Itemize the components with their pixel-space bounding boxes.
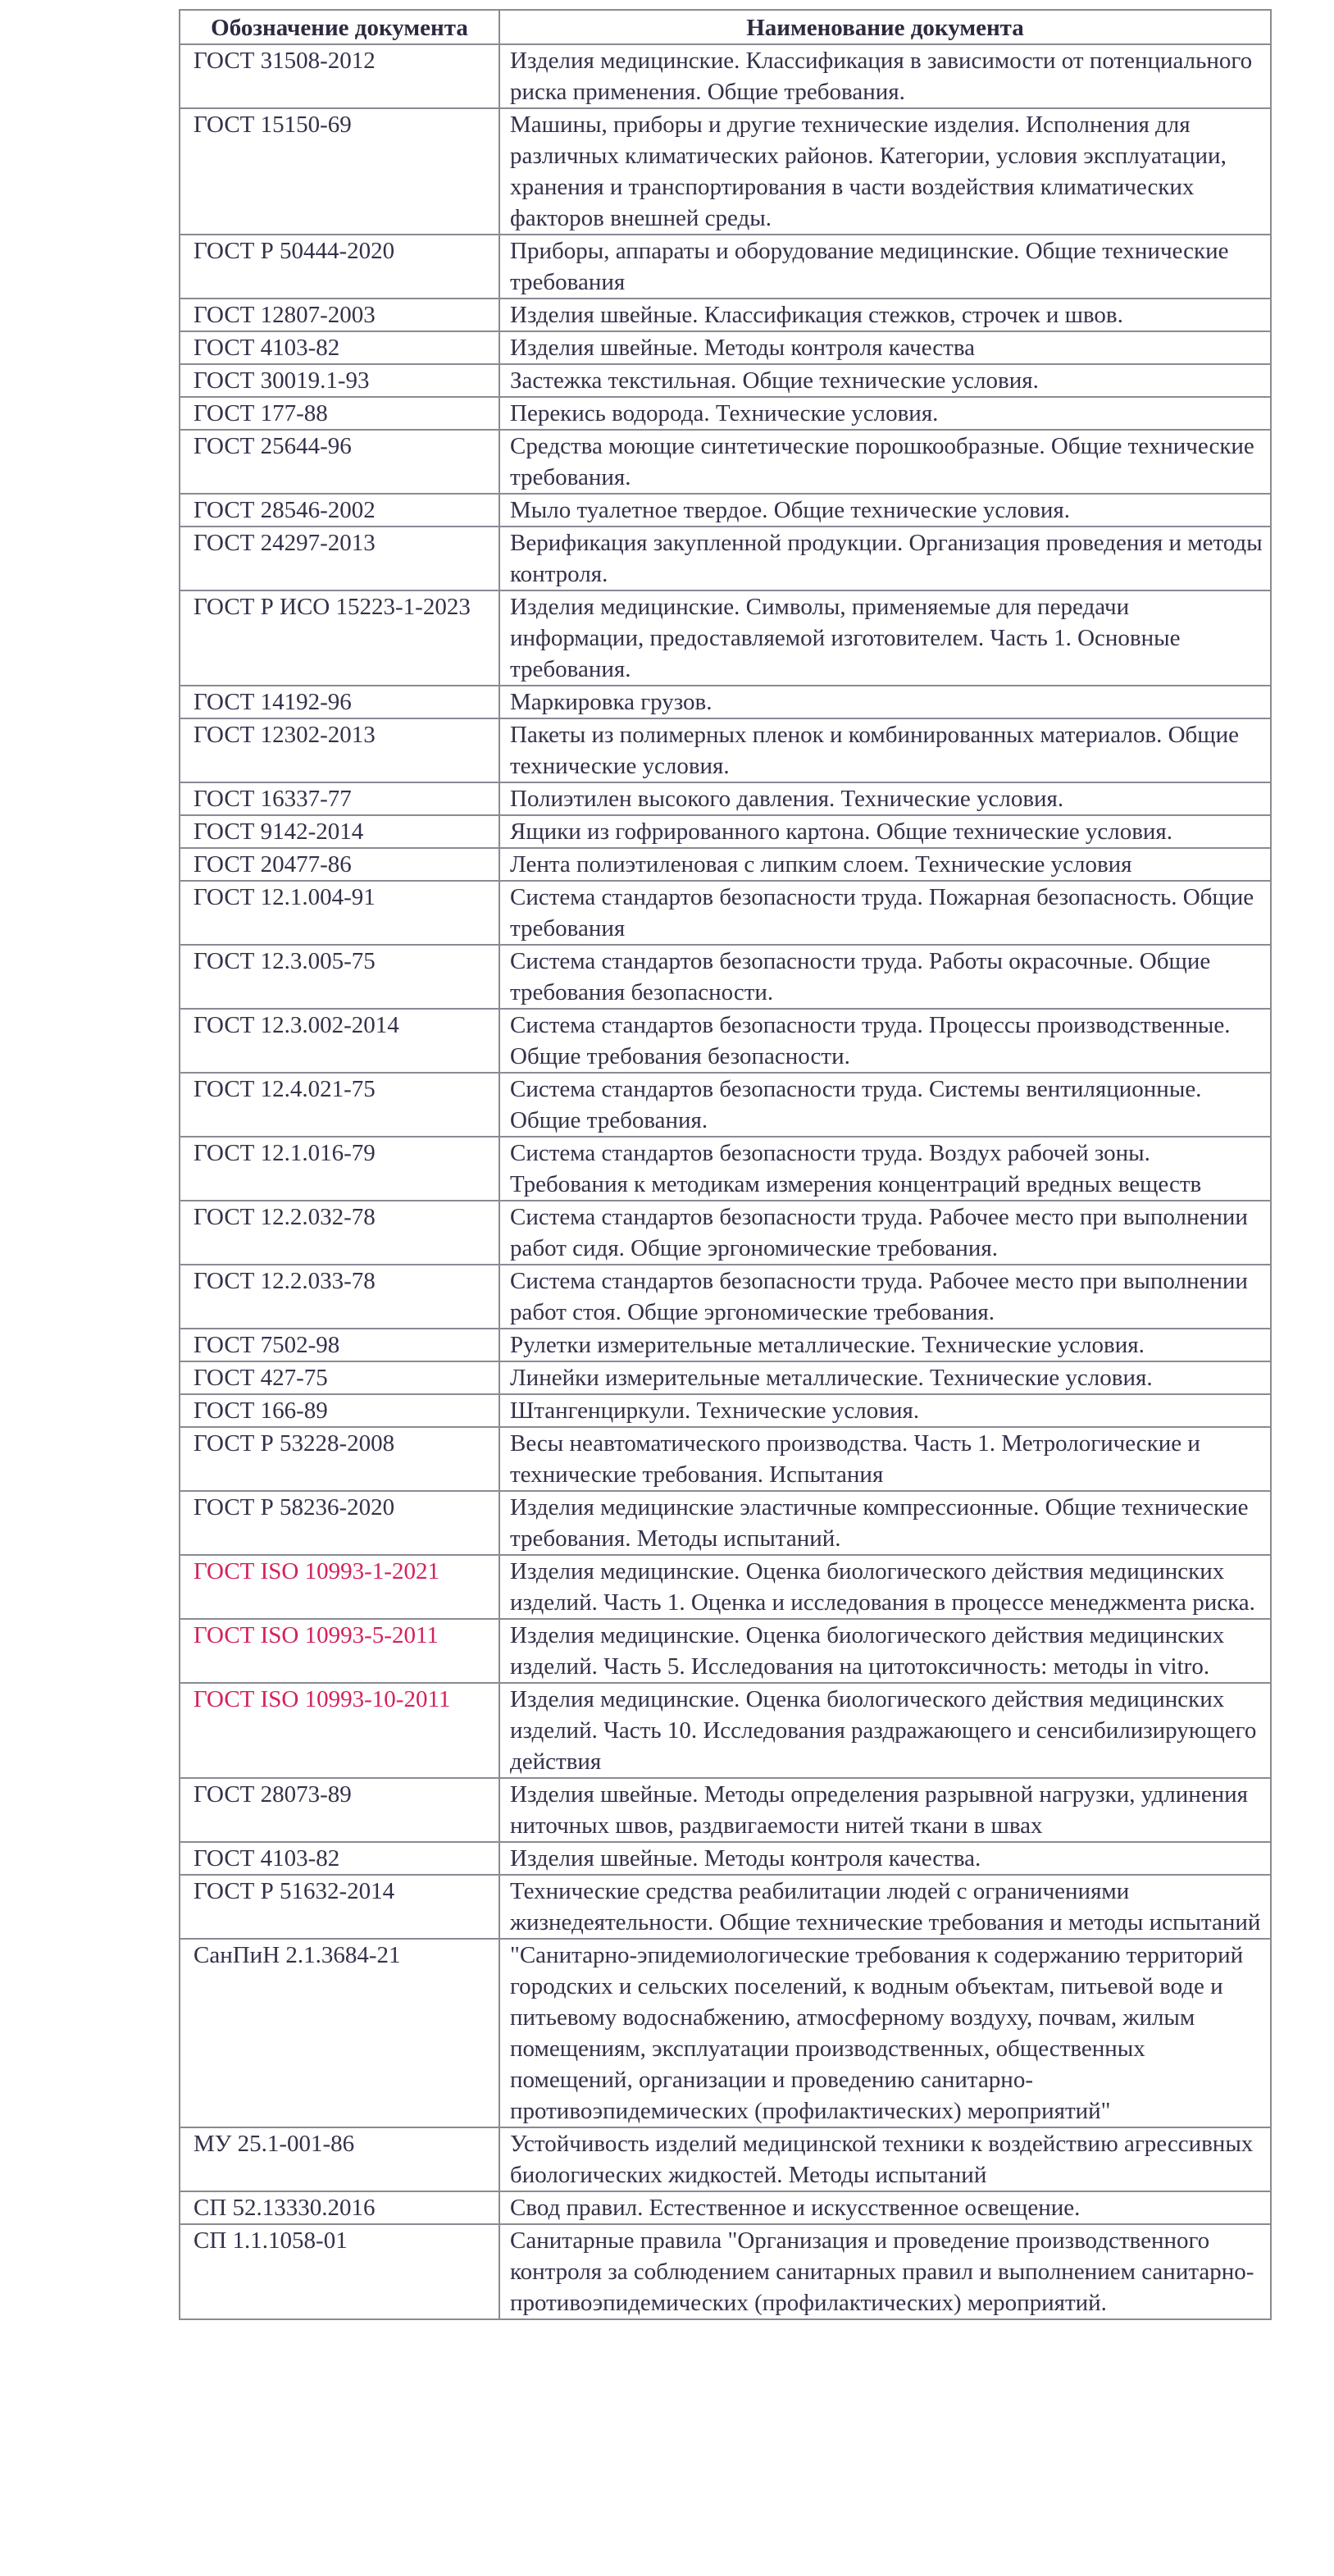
document-name-cell: Система стандартов безопасности труда. Процессы производственные. Общие требования безопасности. <box>499 1009 1271 1073</box>
document-name-cell: Мыло туалетное твердое. Общие технические условия. <box>499 494 1271 527</box>
table-row <box>180 2127 1271 2191</box>
table-row <box>180 1939 1271 2127</box>
document-code-cell: ГОСТ 28546-2002 <box>180 494 499 527</box>
table-row <box>180 2224 1271 2319</box>
table-row <box>180 2191 1271 2224</box>
document-name-cell: Система стандартов безопасности труда. Воздух рабочей зоны. Требования к методикам измерения концентраций вредных веществ <box>499 1137 1271 1201</box>
document-name-cell: Весы неавтоматического производства. Часть 1. Метрологические и технические требования. Испытания <box>499 1427 1271 1491</box>
document-name-cell: Система стандартов безопасности труда. Работы окрасочные. Общие требования безопасности. <box>499 945 1271 1009</box>
table-row <box>180 1201 1271 1265</box>
document-code-cell: ГОСТ 427-75 <box>180 1361 499 1394</box>
table-row <box>180 1009 1271 1073</box>
document-code-cell: ГОСТ Р 51632-2014 <box>180 1875 499 1939</box>
header-row <box>180 10 1271 44</box>
table-row <box>180 331 1271 364</box>
table-row <box>180 1491 1271 1555</box>
document-code-cell: ГОСТ 12.2.033-78 <box>180 1265 499 1329</box>
table-row <box>180 1427 1271 1491</box>
document-code-cell: ГОСТ 12.3.002-2014 <box>180 1009 499 1073</box>
document-name-cell: Изделия медицинские. Классификация в зависимости от потенциального риска применения. Общие требования. <box>499 44 1271 108</box>
document-name-cell: Свод правил. Естественное и искусственное освещение. <box>499 2191 1271 2224</box>
document-name-cell: "Санитарно-эпидемиологические требования к содержанию территорий городских и сельских поселений, к водным объектам, питьевой воде и питьевому водоснабжению, атмосферному воздуху, почвам, жилым помещениям, эксплуатации производственных, общественных помещений, организации и проведению санитарно-противоэпидемических (профилактических) мероприятий" <box>499 1939 1271 2127</box>
document-code-cell: ГОСТ 12.4.021-75 <box>180 1073 499 1137</box>
table-row <box>180 1137 1271 1201</box>
document-name-cell: Изделия медицинские. Символы, применяемые для передачи информации, предоставляемой изготовителем. Часть 1. Основные требования. <box>499 590 1271 686</box>
document-name-cell: Изделия медицинские. Оценка биологического действия медицинских изделий. Часть 1. Оценка и исследования в процессе менеджмента риска. <box>499 1555 1271 1619</box>
document-code-cell: ГОСТ 24297-2013 <box>180 527 499 590</box>
table-header <box>180 10 1271 44</box>
table-row <box>180 1619 1271 1683</box>
document-code-cell: ГОСТ 12.1.004-91 <box>180 881 499 945</box>
document-name-cell: Приборы, аппараты и оборудование медицинские. Общие технические требования <box>499 235 1271 299</box>
document-name-cell: Застежка текстильная. Общие технические условия. <box>499 364 1271 397</box>
standards-table <box>179 9 1272 2320</box>
document-code-cell: ГОСТ 12.1.016-79 <box>180 1137 499 1201</box>
table-row <box>180 364 1271 397</box>
column-header-name: Наименование документа <box>499 10 1271 44</box>
table-row <box>180 1394 1271 1427</box>
table-row <box>180 397 1271 430</box>
table-row <box>180 430 1271 494</box>
table-row <box>180 686 1271 718</box>
table-row <box>180 590 1271 686</box>
document-name-cell: Технические средства реабилитации людей с ограничениями жизнедеятельности. Общие технические требования и методы испытаний <box>499 1875 1271 1939</box>
document-name-cell: Изделия швейные. Классификация стежков, строчек и швов. <box>499 299 1271 331</box>
document-code-cell: ГОСТ Р 50444-2020 <box>180 235 499 299</box>
document-name-cell: Система стандартов безопасности труда. Рабочее место при выполнении работ сидя. Общие эргономические требования. <box>499 1201 1271 1265</box>
document-name-cell: Система стандартов безопасности труда. Пожарная безопасность. Общие требования <box>499 881 1271 945</box>
table-row <box>180 1265 1271 1329</box>
document-code-cell: МУ 25.1-001-86 <box>180 2127 499 2191</box>
document-code-cell: ГОСТ 9142-2014 <box>180 815 499 848</box>
document-name-cell: Машины, приборы и другие технические изделия. Исполнения для различных климатических районов. Категории, условия эксплуатации, хранения и транспортирования в части воздействия климатических факторов внешней среды. <box>499 108 1271 235</box>
table-row <box>180 235 1271 299</box>
document-name-cell: Верификация закупленной продукции. Организация проведения и методы контроля. <box>499 527 1271 590</box>
document-code-cell: СП 52.13330.2016 <box>180 2191 499 2224</box>
document-code-cell: ГОСТ 31508-2012 <box>180 44 499 108</box>
table-row <box>180 1875 1271 1939</box>
document-name-cell: Изделия швейные. Методы контроля качества. <box>499 1842 1271 1875</box>
table-row <box>180 108 1271 235</box>
table-row <box>180 1361 1271 1394</box>
document-code-cell: ГОСТ Р 53228-2008 <box>180 1427 499 1491</box>
document-code-cell: СанПиН 2.1.3684-21 <box>180 1939 499 2127</box>
document-code-cell: ГОСТ ISO 10993-1-2021 <box>180 1555 499 1619</box>
document-code-cell: ГОСТ 166-89 <box>180 1394 499 1427</box>
document-name-cell: Штангенциркули. Технические условия. <box>499 1394 1271 1427</box>
table-row <box>180 815 1271 848</box>
document-name-cell: Изделия медицинские эластичные компрессионные. Общие технические требования. Методы испытаний. <box>499 1491 1271 1555</box>
table-row <box>180 1329 1271 1361</box>
document-name-cell: Перекись водорода. Технические условия. <box>499 397 1271 430</box>
document-code-cell: ГОСТ 4103-82 <box>180 1842 499 1875</box>
table-row <box>180 494 1271 527</box>
document-name-cell: Изделия медицинские. Оценка биологического действия медицинских изделий. Часть 10. Исследования раздражающего и сенсибилизирующего действия <box>499 1683 1271 1778</box>
table-row <box>180 1555 1271 1619</box>
document-code-cell: СП 1.1.1058-01 <box>180 2224 499 2319</box>
document-name-cell: Маркировка грузов. <box>499 686 1271 718</box>
document-name-cell: Изделия медицинские. Оценка биологического действия медицинских изделий. Часть 5. Исследования на цитотоксичность: методы in vitro. <box>499 1619 1271 1683</box>
document-code-cell: ГОСТ 20477-86 <box>180 848 499 881</box>
document-name-cell: Система стандартов безопасности труда. Рабочее место при выполнении работ стоя. Общие эргономические требования. <box>499 1265 1271 1329</box>
document-code-cell: ГОСТ 12807-2003 <box>180 299 499 331</box>
document-code-cell: ГОСТ Р 58236-2020 <box>180 1491 499 1555</box>
table-row <box>180 1073 1271 1137</box>
document-name-cell: Линейки измерительные металлические. Технические условия. <box>499 1361 1271 1394</box>
table-row <box>180 44 1271 108</box>
table-row <box>180 1778 1271 1842</box>
document-code-cell: ГОСТ ISO 10993-10-2011 <box>180 1683 499 1778</box>
table-row <box>180 1683 1271 1778</box>
table-row <box>180 299 1271 331</box>
document-code-cell: ГОСТ 28073-89 <box>180 1778 499 1842</box>
document-code-cell: ГОСТ 177-88 <box>180 397 499 430</box>
table-row <box>180 718 1271 782</box>
document-code-cell: ГОСТ 15150-69 <box>180 108 499 235</box>
table-body <box>180 44 1271 2319</box>
document-code-cell: ГОСТ Р ИСО 15223-1-2023 <box>180 590 499 686</box>
document-code-cell: ГОСТ 14192-96 <box>180 686 499 718</box>
document-code-cell: ГОСТ 4103-82 <box>180 331 499 364</box>
document-code-cell: ГОСТ 12.2.032-78 <box>180 1201 499 1265</box>
document-name-cell: Изделия швейные. Методы контроля качества <box>499 331 1271 364</box>
document-code-cell: ГОСТ 16337-77 <box>180 782 499 815</box>
document-code-cell: ГОСТ 25644-96 <box>180 430 499 494</box>
document-code-cell: ГОСТ 7502-98 <box>180 1329 499 1361</box>
document-code-cell: ГОСТ 12.3.005-75 <box>180 945 499 1009</box>
table-row <box>180 881 1271 945</box>
table-row <box>180 848 1271 881</box>
document-name-cell: Ящики из гофрированного картона. Общие технические условия. <box>499 815 1271 848</box>
document-name-cell: Лента полиэтиленовая с липким слоем. Технические условия <box>499 848 1271 881</box>
document-name-cell: Полиэтилен высокого давления. Технические условия. <box>499 782 1271 815</box>
document-name-cell: Изделия швейные. Методы определения разрывной нагрузки, удлинения ниточных швов, раздвигаемости нитей ткани в швах <box>499 1778 1271 1842</box>
document-name-cell: Рулетки измерительные металлические. Технические условия. <box>499 1329 1271 1361</box>
document-name-cell: Средства моющие синтетические порошкообразные. Общие технические требования. <box>499 430 1271 494</box>
column-header-code: Обозначение документа <box>180 10 499 44</box>
document-code-cell: ГОСТ 12302-2013 <box>180 718 499 782</box>
document-name-cell: Устойчивость изделий медицинской техники к воздействию агрессивных биологических жидкостей. Методы испытаний <box>499 2127 1271 2191</box>
document-name-cell: Система стандартов безопасности труда. Системы вентиляционные. Общие требования. <box>499 1073 1271 1137</box>
document-name-cell: Пакеты из полимерных пленок и комбинированных материалов. Общие технические условия. <box>499 718 1271 782</box>
document-code-cell: ГОСТ ISO 10993-5-2011 <box>180 1619 499 1683</box>
document-name-cell: Санитарные правила "Организация и проведение производственного контроля за соблюдением санитарных правил и выполнением санитарно-противоэпидемических (профилактических) мероприятий. <box>499 2224 1271 2319</box>
table-row <box>180 1842 1271 1875</box>
document-code-cell: ГОСТ 30019.1-93 <box>180 364 499 397</box>
table-row <box>180 527 1271 590</box>
table-row <box>180 945 1271 1009</box>
table-row <box>180 782 1271 815</box>
